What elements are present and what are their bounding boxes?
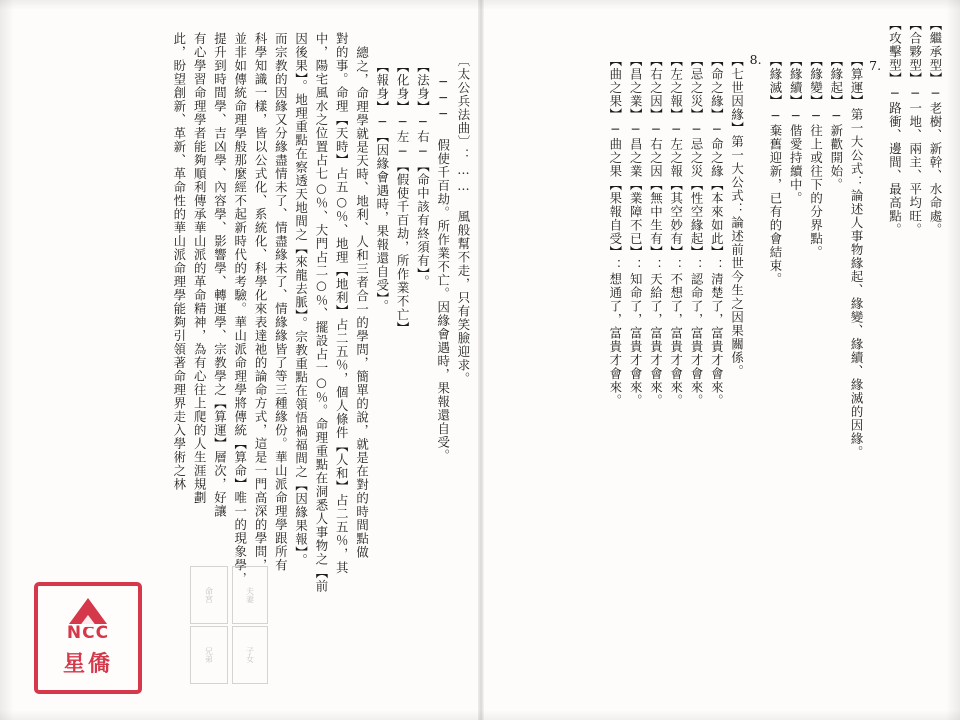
text-column: 此，盼望創新、革新、革命性的華山派命理學能夠引領著命理界走入學術之林 [171,32,187,491]
text-column: 〔太公兵法曲〕：…… 風般幫不走，只有笑臉迎求。 [456,54,471,386]
text-column: 【緣變】─往上或往下的分界點。 [808,54,824,260]
text-column: 而宗教的因緣又分緣盡情未了、情盡緣未了、情緣緣皆了等三種緣份。華山派命理學跟所有 [273,32,289,572]
triangle-inner-icon [79,615,97,627]
text-column: 【繼承型】─老樹、新幹、水命處。 [928,18,943,237]
list-number-8: 8. [749,52,762,67]
text-column: 中，陽宅風水之位置占七○％、大門占二○％、擺設占一○％。命理重點在洞悉人事物之【前 [313,32,329,594]
faint-chart-remnant [174,564,270,688]
text-column: 有心學習命理學者能夠順利傳承華山派的革命精神，為有心往上爬的人生涯規劃 [192,32,208,505]
stamp-line-1: NCC [66,623,110,643]
text-column: 科學知識一樣，皆以公式化、系統化、科學化來表達祂的論命方式，這是一門高深的學問， [253,32,269,572]
text-column: 【算運】第一大公式：論述人事物緣起、緣變、緣續、緣滅的因緣。 [849,54,865,459]
text-column: 【合夥型】─一地、兩主、平均旺。 [907,18,923,237]
chart-cell: 兄弟 [190,626,228,684]
text-column: 【法身】─右─【命中該有終須有】。 [415,60,431,289]
chart-cell: 子女 [232,626,268,684]
chart-cell: 命宮 [190,566,228,624]
text-column: 【攻擊型】─路衝、邊間、最高點。 [887,18,903,237]
text-column: 【緣起】─新歡開始。 [828,54,844,192]
text-column: 總之，命理學就是天時、地利、人和三者合一的學問，簡單的說，就是在對的時間點做 [354,46,370,559]
chart-cell: 夫妻 [232,566,268,624]
left-page [16,18,472,702]
text-column: 【右之因】─右之因【無中生有】：天給了，富貴才會來。 [648,54,664,408]
text-column: 【七世因緣】第一大公式：論述前世今生之因果關係。 [729,54,745,378]
text-column: ─── 假使千百劫。所作業不亡。因緣會遇時，果報還自受。 [435,74,451,463]
page-shadow-left [0,0,14,720]
text-column: 【曲之果】─曲之果【果報自受】：想通了，富貴才會來。 [607,54,623,408]
text-column: 並非如傳統命理學般那麼經不起新時代的考驗。華山派命理學將傳統【算命】唯一的現象學， [232,32,248,586]
right-page [492,18,944,702]
page-shadow-right [946,0,960,720]
stamp-line-2: 星僑 [62,651,113,677]
list-number-7: 7. [869,58,882,73]
text-column: 【命之緣】─命之緣【本來如此】：清楚了，富貴才會來。 [709,54,725,408]
text-column: 因後果】。地理重點在察透天地間之【來龍去脈】。宗教重點在領悟禍福間之【因緣果報】。 [293,32,309,567]
text-column: 對的事。命理【天時】占五○％、地理【地利】占二五％，個人條件【人和】占二五％，其 [334,32,350,575]
text-column: 【忌之災】─忌之災【性空緣起】：認命了，富貴才會來。 [689,54,705,408]
text-column: 【化身】─左─【假使千百劫，所作業不亡】 [395,60,411,336]
text-column: 【緣滅】─棄舊迎新，已有的會結束。 [767,54,783,287]
text-column: 提升到時間學、吉凶學、內容學、影響學、轉運學、宗教學之【算運】層次，好讓 [212,32,228,518]
text-column: 【緣續】─偕愛持續中。 [788,54,804,206]
text-column: 【昌之業】─昌之業【業障不已】：知命了，富貴才會來。 [628,54,644,408]
book-spine [478,0,484,720]
text-column: 【報身】─【因緣會遇時，果報還自受】。 [374,60,390,313]
text-column: 【左之報】─左之報【其空妙有】：不想了，富貴才會來。 [668,54,684,408]
ncc-stamp [34,582,142,694]
